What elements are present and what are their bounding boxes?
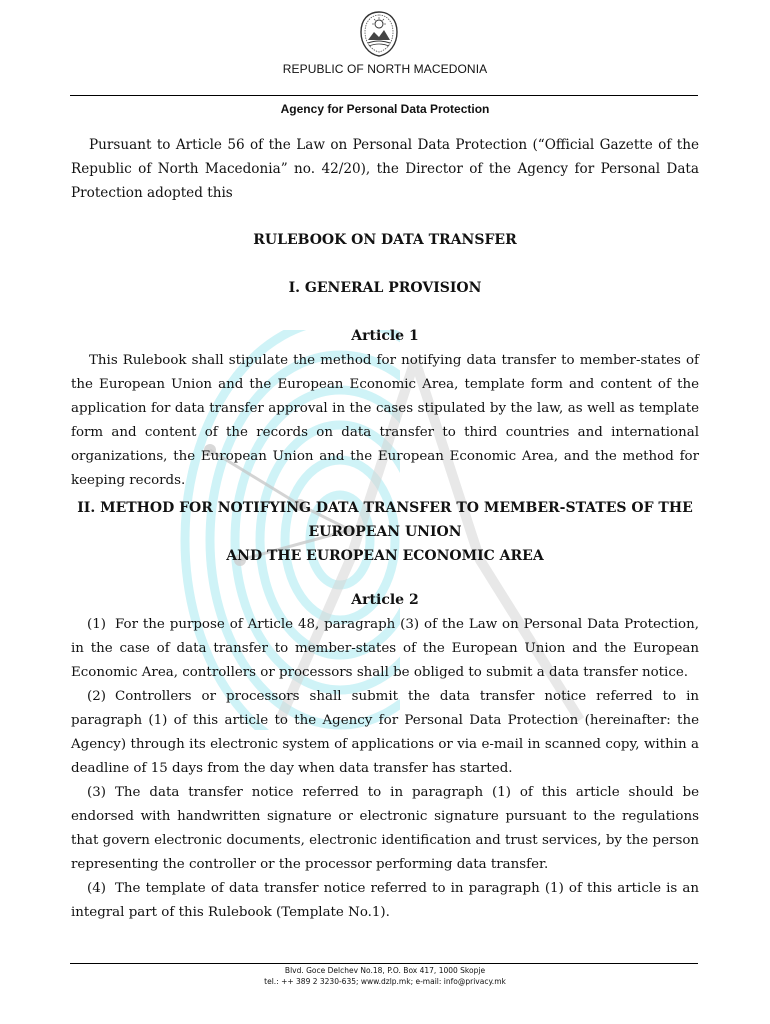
article1-heading: Article 1 <box>351 328 419 344</box>
agency-name: Agency for Personal Data Protection <box>280 102 490 116</box>
coat-of-arms-emblem-icon <box>358 10 400 58</box>
article2-paragraph <box>71 685 699 781</box>
paragraph-number: (2) <box>87 689 106 704</box>
paragraph-text: For the purpose of Article 48, paragraph (3) of the Law on Personal Data Protection, in the case of data transfer to member-states of the European Union and the European Economic Area, controllers or processors shall be obliged to submit a data transfer notice. <box>71 617 699 680</box>
paragraph-text: The data transfer notice referred to in paragraph (1) of this article should be endorsed with handwritten signature or electronic signature pursuant to the regulations that govern electronic documents, electronic identification and trust services, by the person representing the controller or the processor performing data transfer. <box>71 785 699 872</box>
article2-paragraph <box>71 877 699 925</box>
section2-heading-line2: AND THE EUROPEAN ECONOMIC AREA <box>226 548 544 564</box>
article1-text: This Rulebook shall stipulate the method for notifying data transfer to member-states of the European Union and the European Economic Area, template form and content of the application for data transfer approval in the cases stipulated by the law, as well as template form and content of the records on data transfer to third countries and international organizations, the European Union and the European Economic Area, and the method for keeping records. <box>71 353 699 488</box>
article2-paragraph <box>71 781 699 877</box>
paragraph-number: (3) <box>87 785 106 800</box>
paragraph-number: (4) <box>87 881 106 896</box>
document-title: RULEBOOK ON DATA TRANSFER <box>253 232 517 248</box>
footer-address: Blvd. Goce Delchev No.18, P.O. Box 417, 1000 Skopje <box>284 966 486 975</box>
paragraph-text: The template of data transfer notice referred to in paragraph (1) of this article is an integral part of this Rulebook (Template No.1). <box>71 881 699 920</box>
footer-divider <box>70 963 698 964</box>
article2-heading: Article 2 <box>351 592 419 608</box>
header-divider <box>70 95 698 96</box>
section2-heading <box>70 496 700 568</box>
paragraph-text: Controllers or processors shall submit the data transfer notice referred to in paragraph (1) of this article to the Agency for Personal Data Protection (hereinafter: the Agency) through its electronic system of applications or via e-mail in scanned copy, within a deadline of 15 days from the day when data transfer has started. <box>71 689 699 776</box>
article2-paragraph <box>71 613 699 685</box>
intro-paragraph: Pursuant to Article 56 of the Law on Personal Data Protection (“Official Gazette of the Republic of North Macedonia” no. 42/20), the Director of the Agency for Personal Data Protection adopted this <box>71 137 699 201</box>
country-name: REPUBLIC OF NORTH MACEDONIA <box>282 62 488 76</box>
article2-body <box>71 613 699 925</box>
paragraph-number: (1) <box>87 617 106 632</box>
footer-contact: tel.: ++ 389 2 3230-635; www.dzlp.mk; e-mail: info@privacy.mk <box>264 977 506 986</box>
section1-heading: I. GENERAL PROVISION <box>288 280 482 296</box>
section2-heading-line1: II. METHOD FOR NOTIFYING DATA TRANSFER TO MEMBER-STATES OF THE EUROPEAN UNION <box>77 500 693 540</box>
